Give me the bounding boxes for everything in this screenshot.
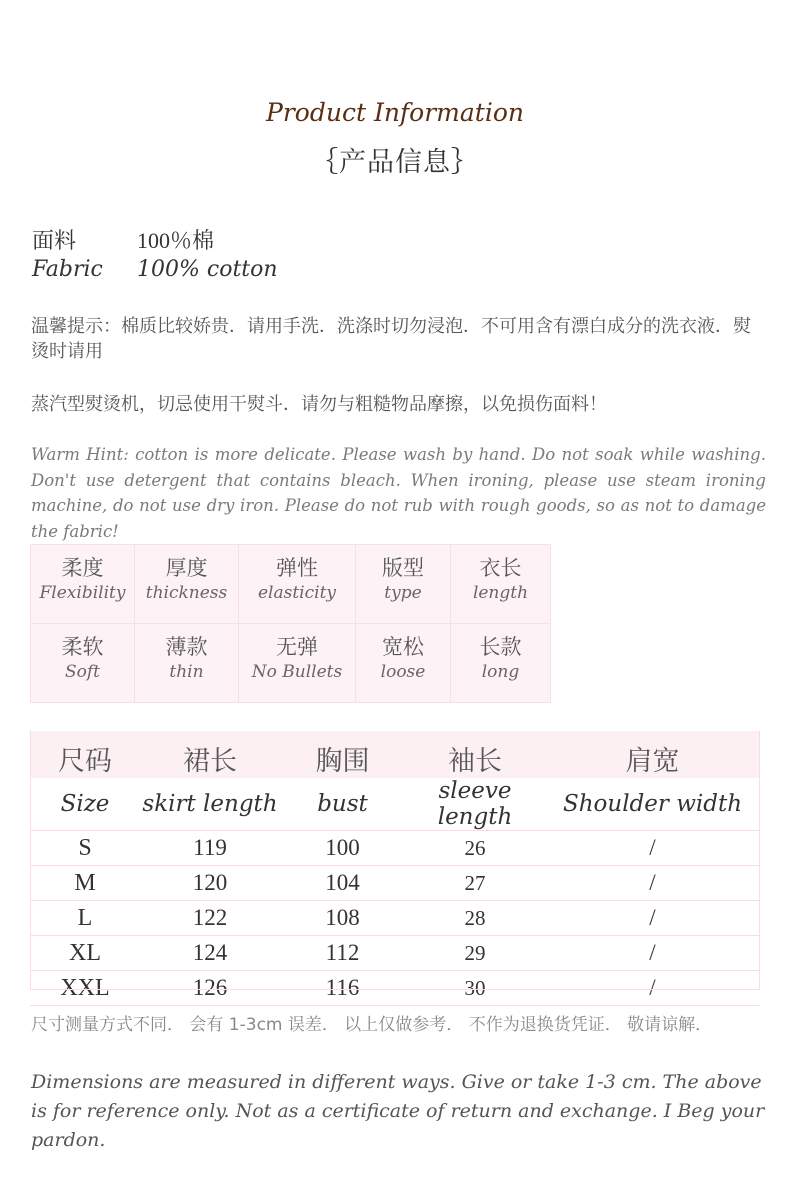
attr-value-cn: 长款 (479, 635, 522, 659)
attr-header-en: length (472, 583, 529, 603)
skirt-length-cell: 120 (140, 866, 280, 901)
size-header-en: Shoulder width (545, 778, 760, 831)
fabric-label-en: Fabric (32, 257, 103, 282)
fabric-label-cn: 面料 (32, 229, 77, 254)
sleeve-length-cell: 30 (405, 971, 545, 1006)
attr-value-en: No Bullets (251, 662, 343, 682)
size-header-cn: 裙长 (140, 731, 280, 778)
bust-cell: 108 (280, 901, 405, 936)
bust-cell: 116 (280, 971, 405, 1006)
attr-value-en: long (481, 662, 520, 682)
shoulder-width-cell: / (545, 901, 760, 936)
shoulder-width-cell: / (545, 971, 760, 1006)
fabric-row-en (32, 257, 278, 282)
attr-value-cn: 无弹 (276, 635, 318, 659)
sleeve-length-cell: 28 (405, 901, 545, 936)
size-header-cn: 肩宽 (545, 731, 760, 778)
title-chinese: ｛产品信息｝ (311, 147, 479, 178)
fabric-value-cn: 100％棉 (137, 228, 215, 253)
attr-header-cn: 版型 (382, 556, 424, 580)
attr-value-cn: 柔软 (61, 635, 104, 659)
sleeve-length-cell: 26 (405, 831, 545, 866)
skirt-length-cell: 124 (140, 936, 280, 971)
size-header-cn: 尺码 (30, 731, 140, 778)
attr-cell (239, 545, 356, 624)
attr-header-en: elasticity (257, 583, 337, 603)
attr-value-en: thin (169, 662, 204, 682)
disclaimer-cn: 尺寸测量方式不同． 会有 1-3cm 误差． 以上仅做参考． 不作为退换货凭证． 敬请谅解． (31, 1015, 713, 1035)
size-cell: XXL (30, 971, 140, 1006)
table-row (30, 901, 760, 936)
attr-header-cn: 厚度 (165, 556, 208, 580)
attr-cell (356, 545, 451, 624)
attr-header-cn: 衣长 (479, 556, 522, 580)
shoulder-width-cell: / (545, 936, 760, 971)
size-cell: XL (30, 936, 140, 971)
table-row (30, 971, 760, 1006)
care-hint-cn-2: 蒸汽型熨烫机，切忌使用干熨斗．请勿与粗糙物品摩擦，以免损伤面料！ (31, 394, 607, 415)
table-row (30, 866, 760, 901)
shoulder-width-cell: / (545, 866, 760, 901)
size-cell: L (30, 901, 140, 936)
care-hint-en: Warm Hint: cotton is more delicate. Please wash by hand. Do not soak while washing. Don't use detergent that contains bleach. When ironing, please use steam ironing machine, do not use dry iron. Please do not rub with rough goods, so as not to damage the fabric! (31, 445, 766, 541)
attr-header-cn: 柔度 (61, 556, 104, 580)
table-row (30, 936, 760, 971)
attr-cell (451, 545, 551, 624)
attr-header-en: thickness (145, 583, 228, 603)
attr-cell (31, 545, 135, 624)
size-header-en: Size (30, 778, 140, 831)
bust-cell: 104 (280, 866, 405, 901)
attr-cell (135, 624, 239, 703)
attr-value-cn: 薄款 (165, 635, 208, 659)
attribute-table (30, 544, 551, 703)
sleeve-length-cell: 27 (405, 866, 545, 901)
attr-cell (135, 545, 239, 624)
size-header-cn: 胸围 (280, 731, 405, 778)
size-header-row-cn (30, 731, 760, 778)
shoulder-width-cell: / (545, 831, 760, 866)
attr-header-cn: 弹性 (276, 556, 318, 580)
sleeve-length-cell: 29 (405, 936, 545, 971)
table-row (30, 831, 760, 866)
attr-header-en: type (384, 583, 422, 603)
attr-header-en: Flexibility (39, 583, 126, 603)
size-header-en: skirt length (140, 778, 280, 831)
size-header-en: bust (280, 778, 405, 831)
size-header-cn: 袖长 (405, 731, 545, 778)
bust-cell: 100 (280, 831, 405, 866)
attr-cell (451, 624, 551, 703)
size-header-en: sleeve length (405, 778, 545, 831)
care-hint-cn-1: 温馨提示：棉质比较娇贵．请用手洗．洗涤时切勿浸泡．不可用含有漂白成分的洗衣液．熨烫时请用 (31, 316, 751, 362)
size-cell: M (30, 866, 140, 901)
title-english: Product Information (266, 98, 524, 127)
size-table (30, 731, 760, 1006)
fabric-row-cn (32, 224, 214, 255)
skirt-length-cell: 122 (140, 901, 280, 936)
attribute-value-row (31, 624, 551, 703)
attr-cell (31, 624, 135, 703)
attr-cell (356, 624, 451, 703)
attribute-header-row (31, 545, 551, 624)
attr-value-en: Soft (64, 662, 100, 682)
attr-cell (239, 624, 356, 703)
fabric-value-en: 100% cotton (137, 257, 278, 282)
skirt-length-cell: 126 (140, 971, 280, 1006)
skirt-length-cell: 119 (140, 831, 280, 866)
bust-cell: 112 (280, 936, 405, 971)
size-header-row-en (30, 778, 760, 831)
disclaimer-en: Dimensions are measured in different ways. Give or take 1-3 cm. The above is for reference only. Not as a certificate of return and exchange. I Beg your pardon. (31, 1071, 765, 1151)
attr-value-cn: 宽松 (382, 635, 424, 659)
attr-value-en: loose (380, 662, 426, 682)
size-cell: S (30, 831, 140, 866)
